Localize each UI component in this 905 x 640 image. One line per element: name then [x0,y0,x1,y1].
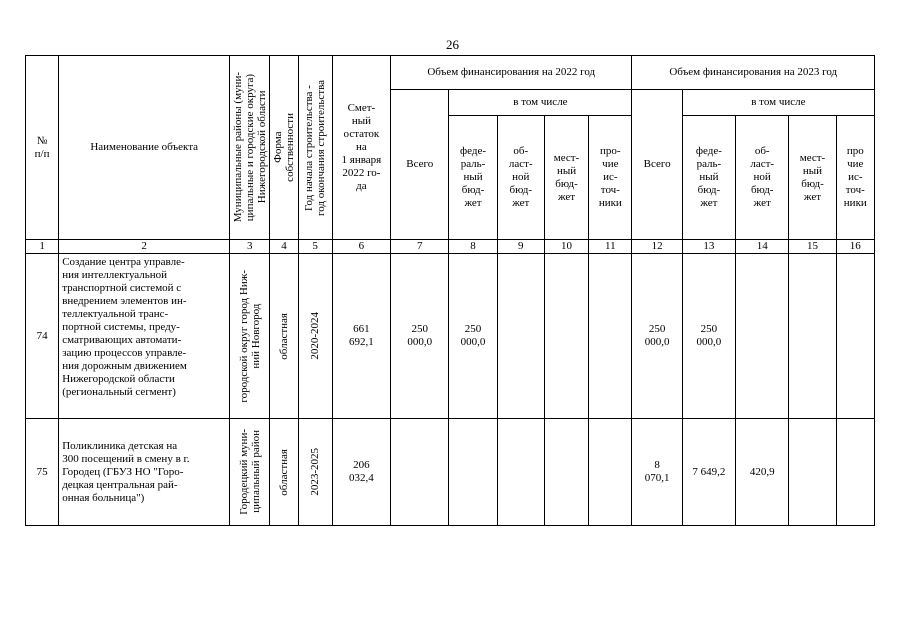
column-numbers-row [26,240,875,254]
total-2022-cell: 250 000,0 [391,254,449,419]
years-text: 2023-2025 [309,448,322,496]
local-2022-cell [544,254,588,419]
local-2023-cell [789,254,836,419]
federal-2023-cell: 7 649,2 [682,419,735,526]
header-col-num: № п/п [26,56,59,240]
column-number: 1 [26,240,59,254]
ownership-text: областная [277,448,290,496]
header-col-ownership [270,56,298,240]
district-cell [230,419,270,526]
header-col-district-text: Муниципальные районы (муни- ципальные и городские округа) Нижегородской области [231,72,268,223]
column-number: 3 [230,240,270,254]
balance-cell: 661 692,1 [332,254,390,419]
header-federal-2022: феде- раль- ный бюд- жет [449,116,497,240]
header-regional-2022: об- ласт- ной бюд- жет [497,116,544,240]
column-number: 11 [589,240,632,254]
local-2022-cell [544,419,588,526]
object-name: Создание центра управле- ния интеллектуальной транспортной системой с внедрением элементов ин- теллектуальной транс- портной системы, преду- сматривающих автомати- зацию процессов управле- ния дорожным движением Нижегородской области (региональный сегмент) [59,254,230,419]
row-number: 75 [26,419,59,526]
total-2023-cell: 8 070,1 [632,419,682,526]
header-including-2023: в том числе [682,90,874,116]
regional-2022-cell [497,254,544,419]
district-text: городской округ город Ниж- ний Новгород [237,269,262,403]
header-row-1 [26,56,875,90]
header-col-years [298,56,332,240]
table-row [26,419,875,526]
header-local-2023: мест- ный бюд- жет [789,116,836,240]
local-2023-cell [789,419,836,526]
header-group-2023: Объем финансирования на 2023 год [632,56,875,90]
object-name: Поликлиника детская на 300 посещений в смену в г. Городец (ГБУЗ НО "Горо- децкая центральная рай- онная больница") [59,419,230,526]
column-number: 8 [449,240,497,254]
federal-2022-cell [449,419,497,526]
years-cell [298,419,332,526]
ownership-text: областная [277,312,290,360]
years-text: 2020-2024 [309,312,322,360]
regional-2023-cell: 420,9 [736,419,789,526]
other-2023-cell [836,254,874,419]
column-number: 13 [682,240,735,254]
header-col-ownership-text: Форма собственности [271,113,296,182]
other-2022-cell [589,419,632,526]
row-number: 74 [26,254,59,419]
regional-2022-cell [497,419,544,526]
header-col-years-text: Год начала строительства - год окончания строительства [303,79,328,216]
column-number: 6 [332,240,390,254]
header-col-district [230,56,270,240]
header-col-name: Наименование объекта [59,56,230,240]
district-cell [230,254,270,419]
ownership-cell [270,419,298,526]
header-total-2023: Всего [632,90,682,240]
column-number: 4 [270,240,298,254]
header-other-2023: про чие ис- точ- ники [836,116,874,240]
table-row [26,254,875,419]
header-regional-2023: об- ласт- ной бюд- жет [736,116,789,240]
balance-cell: 206 032,4 [332,419,390,526]
federal-2023-cell: 250 000,0 [682,254,735,419]
header-other-2022: про- чие ис- точ- ники [589,116,632,240]
column-number: 16 [836,240,874,254]
column-number: 5 [298,240,332,254]
district-text: Городецкий муни- ципальный район [237,429,262,515]
other-2023-cell [836,419,874,526]
column-number: 14 [736,240,789,254]
column-number: 12 [632,240,682,254]
header-including-2022: в том числе [449,90,632,116]
header-col-balance: Смет- ный остаток на 1 января 2022 го- да [332,56,390,240]
total-2023-cell: 250 000,0 [632,254,682,419]
column-number: 10 [544,240,588,254]
other-2022-cell [589,254,632,419]
header-total-2022: Всего [391,90,449,240]
page-number: 26 [446,37,459,52]
header-federal-2023: феде- раль- ный бюд- жет [682,116,735,240]
column-number: 9 [497,240,544,254]
ownership-cell [270,254,298,419]
header-local-2022: мест- ный бюд- жет [544,116,588,240]
regional-2023-cell [736,254,789,419]
column-number: 15 [789,240,836,254]
federal-2022-cell: 250 000,0 [449,254,497,419]
years-cell [298,254,332,419]
column-number: 7 [391,240,449,254]
financing-table [25,55,875,526]
header-group-2022: Объем финансирования на 2022 год [391,56,632,90]
column-number: 2 [59,240,230,254]
total-2022-cell [391,419,449,526]
